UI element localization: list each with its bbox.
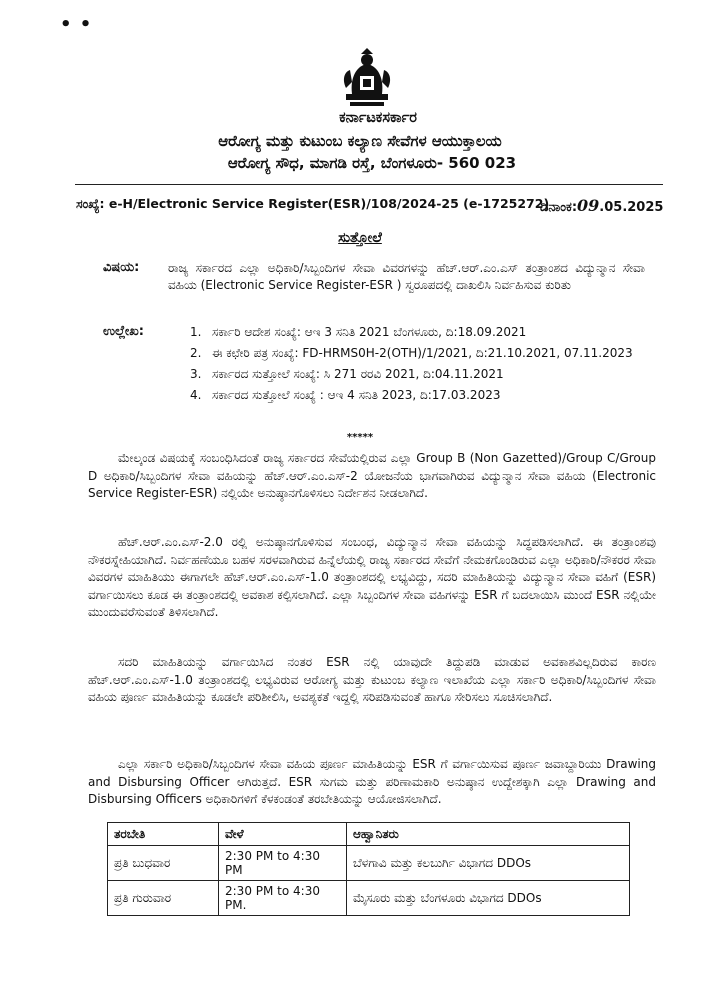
table-row (108, 881, 630, 916)
subject-text: ರಾಜ್ಯ ಸರ್ಕಾರದ ಎಲ್ಲಾ ಅಧಿಕಾರಿ/ಸಿಬ್ಬಂದಿಗಳ ಸೇವಾ ವಿವರಗಳನ್ನು ಹೆಚ್.ಆರ್.ಎಂ.ಎಸ್ ತಂತ್ರಾಂಶದ ವಿದ್ಯುನ್ಮಾನ ಸೇವಾ ವಹಿಯ (Electronic Service Register-ESR ) ಸ್ವರೂಪದಲ್ಲಿ ದಾಖಲಿಸಿ ನಿರ್ವಹಿಸುವ ಕುರಿತು (168, 261, 645, 292)
reference-num: 2. (190, 346, 202, 360)
cell-day: ಪ್ರತಿ ಗುರುವಾರ (108, 881, 219, 916)
cell-invitees: ಬೆಳಗಾವಿ ಮತ್ತು ಕಲಬುರ್ಗಿ ವಿಭಾಗದ DDOs (347, 846, 630, 881)
cell-time: 2:30 PM to 4:30 PM (219, 846, 347, 881)
paragraph-3: ಸದರಿ ಮಾಹಿತಿಯನ್ನು ವರ್ಗಾಯಿಸಿದ ನಂತರ ESR ನಲ್ಲಿ ಯಾವುದೇ ತಿದ್ದುಪಡಿ ಮಾಡುವ ಅವಕಾಶವಿಲ್ಲದಿರುವ ಕಾರಣ ಹೆಚ್.ಆರ್.ಎಂ.ಎಸ್-1.0 ತಂತ್ರಾಂಶದಲ್ಲಿ ಲಭ್ಯವಿರುವ ಆರೋಗ್ಯ ಮತ್ತು ಕುಟುಂಬ ಕಲ್ಯಾಣ ಇಲಾಖೆಯ ಎಲ್ಲಾ ಸರ್ಕಾರಿ ಅಧಿಕಾರಿ/ಸಿಬ್ಬಂದಿಗಳ ಸೇವಾ ವಹಿಯ ಪೂರ್ಣ ಮಾಹಿತಿಯನ್ನು ಕೂಡಲೇ ಪರಿಶೀಲಿಸಿ, ಅವಶ್ಯಕತೆ ಇದ್ದಲ್ಲಿ ಸರಿಪಡಿಸುವಂತೆ ಹಾಗೂ ಸೇರಿಸಲು ಸೂಚಿಸಲಾಗಿದೆ. (88, 655, 656, 704)
date-label: ದಿನಾಂಕ: (540, 200, 578, 215)
table-row (108, 846, 630, 881)
reference-item (190, 345, 660, 362)
reference-text: ಸರ್ಕಾರದ ಸುತ್ತೋಲೆ ಸಂಖ್ಯೆ : ಆಇ 4 ಸನಿತಿ 2023, ದಿ:17.03.2023 (212, 388, 501, 402)
cell-time: 2:30 PM to 4:30 PM. (219, 881, 347, 916)
header-training: ತರಬೇತಿ (108, 823, 219, 846)
reference-num: 4. (190, 388, 202, 402)
references-label: ಉಲ್ಲೇಖ: (103, 324, 144, 339)
date-rest: .05.2025 (599, 200, 664, 215)
reference-item (190, 366, 660, 383)
header-time: ವೇಳೆ (219, 823, 347, 846)
paragraph-2: ಹೆಚ್.ಆರ್.ಎಂ.ಎಸ್-2.0 ರಲ್ಲಿ ಅನುಷ್ಠಾನಗೊಳಿಸುವ ಸಂಬಂಧ, ವಿದ್ಯುನ್ಮಾನ ಸೇವಾ ವಹಿಯನ್ನು ಸಿದ್ಧಪಡಿಸಲಾಗಿದೆ. ಈ ತಂತ್ರಾಂಶವು ನೌಕರಸ್ನೇಹಿಯಾಗಿದೆ. ನಿರ್ವಹಣೆಯೂ ಬಹಳ ಸರಳವಾಗಿರುವ ಹಿನ್ನೆಲೆಯಲ್ಲಿ ರಾಜ್ಯ ಸರ್ಕಾರದ ಸೇವೆಗೆ ನೇಮಕಗೊಂಡಿರುವ ಎಲ್ಲಾ ಅಧಿಕಾರಿ/ನೌಕರರ ಸೇವಾ ವಿವರಗಳ ಮಾಹಿತಿಯು ಈಗಾಗಲೇ ಹೆಚ್.ಆರ್.ಎಂ.ಎಸ್-1.0 ತಂತ್ರಾಂಶದಲ್ಲಿ ಲಭ್ಯವಿದ್ದು, ಸದರಿ ಮಾಹಿತಿಯನ್ನು ವಿದ್ಯುನ್ಮಾನ ಸೇವಾ ವಹಿಗೆ (ESR) ವರ್ಗಾಯಿಸಲು ಕೂಡ ಈ ತಂತ್ರಾಂಶದಲ್ಲಿ ಅವಕಾಶ ಕಲ್ಪಿಸಲಾಗಿದೆ. ಎಲ್ಲಾ ಸಿಬ್ಬಂದಿಗಳ ಸೇವಾ ವಹಿಗಳನ್ನು ESR ಗೆ ಬದಲಾಯಿಸಿ ಮುಂದೆ ESR ನಲ್ಲಿಯೇ ಮುಂದುವರೆಸುವಂತೆ ತಿಳಿಸಲಾಗಿದೆ. (88, 535, 656, 619)
reference-text: ಸರ್ಕಾರಿ ಆದೇಶ ಸಂಖ್ಯೆ: ಆಇ 3 ಸನಿತಿ 2021 ಬೆಂಗಳೂರು, ದಿ:18.09.2021 (212, 325, 527, 339)
reference-text: ಈ ಕಛೇರಿ ಪತ್ರ ಸಂಖ್ಯೆ: FD-HRMS0H-2(OTH)/1/2021, ದಿ:21.10.2021, 07.11.2023 (212, 346, 633, 360)
reference-num: 1. (190, 325, 202, 339)
header-department: ಆರೋಗ್ಯ ಮತ್ತು ಕುಟುಂಬ ಕಲ್ಯಾಣ ಸೇವೆಗಳ ಆಯುಕ್ತಾಲಯ (218, 132, 502, 150)
table-header-row (108, 823, 630, 846)
subject-label: ವಿಷಯ: (103, 260, 140, 275)
reference-item (190, 324, 660, 341)
circular-title: ಸುತ್ತೋಲೆ (338, 230, 382, 246)
cell-invitees: ಮೈಸೂರು ಮತ್ತು ಬೆಂಗಳೂರು ವಿಭಾಗದ DDOs (347, 881, 630, 916)
paragraph-4: ಎಲ್ಲಾ ಸರ್ಕಾರಿ ಅಧಿಕಾರಿ/ಸಿಬ್ಬಂದಿಗಳ ಸೇವಾ ವಹಿಯ ಪೂರ್ಣ ಮಾಹಿತಿಯನ್ನು ESR ಗೆ ವರ್ಗಾಯಿಸುವ ಪೂರ್ಣ ಜವಾಬ್ದಾರಿಯು Drawing and Disbursing Officer ಆಗಿರುತ್ತದೆ. ESR ಸುಗಮ ಮತ್ತು ಪರಿಣಾಮಕಾರಿ ಅನುಷ್ಠಾನ ಉದ್ದೇಶಕ್ಕಾಗಿ ಎಲ್ಲಾ Drawing and Disbursing Officers ಅಧಿಕಾರಿಗಳಿಗೆ ಕೆಳಕಂಡಂತೆ ತರಬೇತಿಯನ್ನು ಆಯೋಜಿಸಲಾಗಿದೆ. (88, 757, 656, 806)
corner-mark: • • (60, 14, 93, 35)
reference-item (190, 387, 660, 404)
header-government: ಕರ್ನಾಟಕಸರ್ಕಾರ (339, 110, 417, 126)
reference-num: 3. (190, 367, 202, 381)
date-day: 09 (577, 196, 600, 215)
header-address: ಆರೋಗ್ಯ ಸೌಧ, ಮಾಗಡಿ ರಸ್ತೆ, ಬೆಂಗಳೂರು- 560 023 (227, 154, 517, 172)
header-invitees: ಆಹ್ವಾನಿತರು (347, 823, 630, 846)
reference-text: ಸರ್ಕಾರದ ಸುತ್ತೋಲೆ ಸಂಖ್ಯೆ: ಸಿ 271 ರರವಿ 2021, ದಿ:04.11.2021 (212, 367, 504, 381)
cell-day: ಪ್ರತಿ ಬುಧವಾರ (108, 846, 219, 881)
training-schedule-table (107, 822, 630, 916)
separator: ***** (346, 432, 374, 443)
paragraph-1: ಮೇಲ್ಕಂಡ ವಿಷಯಕ್ಕೆ ಸಂಬಂಧಿಸಿದಂತೆ ರಾಜ್ಯ ಸರ್ಕಾರದ ಸೇವೆಯಲ್ಲಿರುವ ಎಲ್ಲಾ Group B (Non Gazetted)/Group C/Group D ಅಧಿಕಾರಿ/ಸಿಬ್ಬಂದಿಗಳ ಸೇವಾ ವಹಿಯನ್ನು ಹೆಚ್.ಆರ್.ಎಂ.ಎಸ್-2 ಯೋಜನೆಯ ಭಾಗವಾಗಿರುವ ವಿದ್ಯುನ್ಮಾನ ಸೇವಾ ವಹಿಯ (Electronic Service Register-ESR) ನಲ್ಲಿಯೇ ಅನುಷ್ಠಾನಗೊಳಿಸಲು ನಿರ್ದೇಶನ ನೀಡಲಾಗಿದೆ. (88, 451, 656, 500)
reference-number: ಸಂಖ್ಯೆ: e-H/Electronic Service Register(ESR)/108/2024-25 (e-1725272) (76, 196, 550, 211)
references-list (190, 324, 660, 408)
state-emblem-icon (342, 48, 392, 110)
header-divider (75, 184, 663, 185)
date-line (540, 196, 663, 215)
